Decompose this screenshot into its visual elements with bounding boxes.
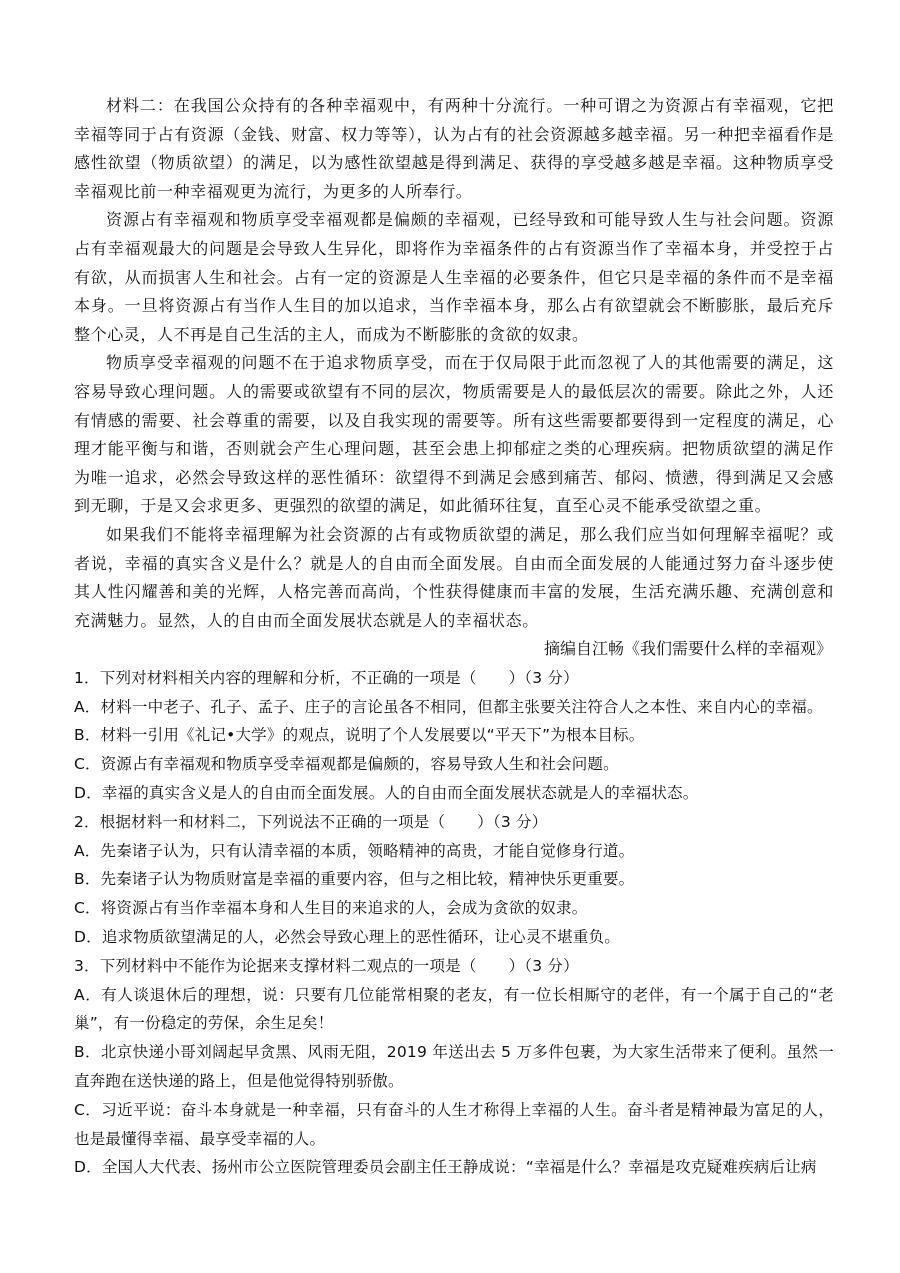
option-d: D．幸福的真实含义是人的自由而全面发展。人的自由而全面发展状态就是人的幸福状态。 xyxy=(74,784,699,803)
exam-page xyxy=(74,92,834,1182)
question-stem-end: ）（3 分） xyxy=(477,812,548,831)
question-1 xyxy=(74,664,834,808)
paragraph-material-view: 物质享受幸福观的问题不在于追求物质享受，而在于仅局限于此而忽视了人的其他需要的满足，这容易导致心理问题。人的需要或欲望有不同的层次，物质需要是人的最低层次的需要。除此之外，人还有情感的需要、社会尊重的需要，以及自我实现的需要等。所有这些需要都要得到一定程度的满足，心理才能平衡与和谐，否则就会产生心理问题，甚至会患上抑郁症之类的心理疾病。把物质欲望的满足作为唯一追求，必然会导致这样的恶性循环：欲望得不到满足会感到痛苦、郁闷、愤懑，得到满足又会感到无聊，于是又会求更多、更强烈的欲望的满足，如此循环往复，直至心灵不能承受欲望之重。 xyxy=(74,353,834,516)
question-stem-end: ）（3 分） xyxy=(508,956,579,975)
question-3 xyxy=(74,952,834,1182)
option-d: D．全国人大代表、扬州市公立医院管理委员会副主任王静成说：“幸福是什么？幸福是攻克疑难疾病后让病 xyxy=(74,1158,817,1177)
option-a: A．有人谈退休后的理想，说：只要有几位能常相聚的老友，有一位长相厮守的老伴，有一个属于自己的“老巢”，有一份稳定的劳保，余生足矣！ xyxy=(74,985,834,1033)
question-stem-start: 1．下列对材料相关内容的理解和分析，不正确的一项是（ xyxy=(74,668,477,687)
source-citation: 摘编自江畅《我们需要什么样的幸福观》 xyxy=(543,639,832,659)
question-2 xyxy=(74,808,834,952)
option-b: B．北京快递小哥刘阔起早贪黑、风雨无阻，2019 年送出去 5 万多件包裹，为大家生活带来了便利。虽然一直奔跑在送快递的路上，但是他觉得特别骄傲。 xyxy=(74,1043,834,1091)
option-a: A．先秦诸子认为，只有认清幸福的本质，领略精神的高贵，才能自觉修身行道。 xyxy=(74,841,635,860)
question-stem-start: 2．根据材料一和材料二，下列说法不正确的一项是（ xyxy=(74,812,446,831)
question-stem xyxy=(74,808,834,837)
option-a: A．材料一中老子、孔子、孟子、庄子的言论虽各不相同，但都主张要关注符合人之本性、来自内心的幸福。 xyxy=(74,697,823,716)
material-two-intro: 材料二：在我国公众持有的各种幸福观中，有两种十分流行。一种可谓之为资源占有幸福观，它把幸福等同于占有资源（金钱、财富、权力等等），认为占有的社会资源越多越幸福。另一种把幸福看作是感性欲望（物质欲望）的满足，以为感性欲望越是得到满足、获得的享受越多越是幸福。这种物质享受幸福观比前一种幸福观更为流行，为更多的人所奉行。 xyxy=(74,96,834,201)
option-c: C．将资源占有当作幸福本身和人生目的来追求的人，会成为贪欲的奴隶。 xyxy=(74,899,588,918)
question-stem xyxy=(74,952,834,981)
question-stem-end: ）（3 分） xyxy=(508,668,579,687)
question-stem xyxy=(74,664,834,693)
option-b: B．材料一引用《礼记•大学》的观点，说明了个人发展要以“平天下”为根本目标。 xyxy=(74,726,645,745)
option-d: D．追求物质欲望满足的人，必然会导致心理上的恶性循环，让心灵不堪重负。 xyxy=(74,928,620,947)
paragraph-resource-view: 资源占有幸福观和物质享受幸福观都是偏颇的幸福观，已经导致和可能导致人生与社会问题。资源占有幸福观最大的问题是会导致人生异化，即将作为幸福条件的占有资源当作了幸福本身，并受控于占有欲，从而损害人生和社会。占有一定的资源是人生幸福的必要条件，但它只是幸福的条件而不是幸福本身。一旦将资源占有当作人生目的加以追求，当作幸福本身，那么占有欲望就会不断膨胀，最后充斥整个心灵，人不再是自己生活的主人，而成为不断膨胀的贪欲的奴隶。 xyxy=(74,210,834,344)
paragraph-true-happiness: 如果我们不能将幸福理解为社会资源的占有或物质欲望的满足，那么我们应当如何理解幸福呢？或者说，幸福的真实含义是什么？就是人的自由而全面发展。自由而全面发展的人能通过努力奋斗逐步使其人性闪耀善和美的光辉，人格完善而高尚，个性获得健康而丰富的发展，生活充满乐趣、充满创意和充满魅力。显然，人的自由而全面发展状态就是人的幸福状态。 xyxy=(74,524,834,630)
option-b: B．先秦诸子认为物质财富是幸福的重要内容，但与之相比较，精神快乐更重要。 xyxy=(74,870,635,889)
option-c: C．习近平说：奋斗本身就是一种幸福，只有奋斗的人生才称得上幸福的人生。奋斗者是精神最为富足的人，也是最懂得幸福、最享受幸福的人。 xyxy=(74,1100,834,1148)
question-stem-start: 3．下列材料中不能作为论据来支撑材料二观点的一项是（ xyxy=(74,956,477,975)
option-c: C．资源占有幸福观和物质享受幸福观都是偏颇的，容易导致人生和社会问题。 xyxy=(74,755,619,774)
